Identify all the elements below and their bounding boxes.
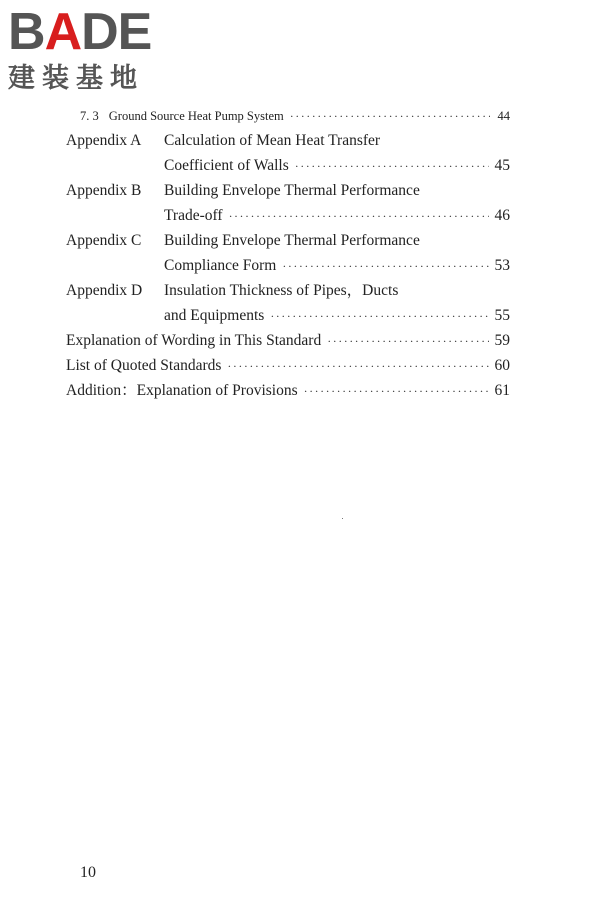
dot-leader bbox=[290, 104, 490, 128]
dot-leader bbox=[295, 154, 489, 179]
toc-entry-title-continued: Coefficient of Walls bbox=[164, 157, 289, 174]
toc-entry-appendix-d-continued[interactable] bbox=[66, 303, 510, 328]
logo-letters-de: DE bbox=[81, 3, 152, 61]
toc-entry-title: Explanation of Wording in This Standard bbox=[66, 332, 322, 349]
toc-entry-title: Insulation Thickness of Pipes，Ducts bbox=[164, 282, 399, 299]
toc-page-number: 59 bbox=[494, 332, 510, 349]
toc-entry-title-continued: Trade-off bbox=[164, 207, 223, 224]
toc-appendix-label: Appendix D bbox=[66, 282, 143, 299]
toc-entry-title: Building Envelope Thermal Performance bbox=[164, 232, 420, 249]
page-number: 10 bbox=[80, 864, 96, 881]
dot-leader bbox=[270, 304, 488, 329]
toc-appendix-label: Appendix B bbox=[66, 182, 142, 199]
toc-entry-title: Ground Source Heat Pump System bbox=[108, 109, 284, 123]
logo-chinese-text: 建装基地 bbox=[8, 63, 144, 94]
toc-entry-list-of-quoted-standards[interactable] bbox=[66, 353, 510, 378]
toc-entry-appendix-b[interactable] bbox=[66, 178, 510, 203]
toc-entry-7-3[interactable] bbox=[66, 104, 510, 128]
toc-entry-title: Addition：Explanation of Provisions bbox=[66, 382, 298, 399]
dot-leader bbox=[229, 204, 489, 229]
toc-entry-appendix-a[interactable] bbox=[66, 128, 510, 153]
logo-wordmark bbox=[8, 3, 152, 61]
toc-entry-appendix-c-continued[interactable] bbox=[66, 253, 510, 278]
toc-entry-appendix-d[interactable] bbox=[66, 278, 510, 303]
toc-entry-title: Building Envelope Thermal Performance bbox=[164, 182, 420, 199]
toc-appendix-label: Appendix A bbox=[66, 132, 142, 149]
bade-logo bbox=[8, 3, 178, 96]
toc-page-number: 46 bbox=[494, 207, 510, 224]
print-speck bbox=[342, 518, 343, 519]
toc-entry-title-continued: and Equipments bbox=[164, 307, 265, 324]
logo-letter-a: A bbox=[44, 3, 82, 61]
dot-leader bbox=[227, 354, 488, 379]
toc-entry-explanation-of-wording[interactable] bbox=[66, 328, 510, 353]
dot-leader bbox=[327, 329, 488, 354]
table-of-contents bbox=[66, 104, 510, 403]
toc-page-number: 61 bbox=[494, 382, 510, 399]
logo-letter-b: B bbox=[8, 3, 45, 61]
toc-entry-addition[interactable] bbox=[66, 378, 510, 403]
toc-page-number: 60 bbox=[494, 357, 510, 374]
toc-entry-appendix-b-continued[interactable] bbox=[66, 203, 510, 228]
dot-leader bbox=[282, 254, 488, 279]
toc-page-number: 44 bbox=[497, 109, 510, 123]
toc-entry-title: List of Quoted Standards bbox=[66, 357, 222, 374]
toc-appendix-label: Appendix C bbox=[66, 232, 142, 249]
toc-entry-appendix-a-continued[interactable] bbox=[66, 153, 510, 178]
toc-entry-title: Calculation of Mean Heat Transfer bbox=[164, 132, 381, 149]
toc-page-number: 53 bbox=[494, 257, 510, 274]
toc-page-number: 45 bbox=[494, 157, 510, 174]
toc-page-number: 55 bbox=[494, 307, 510, 324]
toc-entry-appendix-c[interactable] bbox=[66, 228, 510, 253]
dot-leader bbox=[304, 379, 489, 404]
toc-entry-title-continued: Compliance Form bbox=[164, 257, 277, 274]
toc-section-number: 7. 3 bbox=[80, 109, 99, 123]
